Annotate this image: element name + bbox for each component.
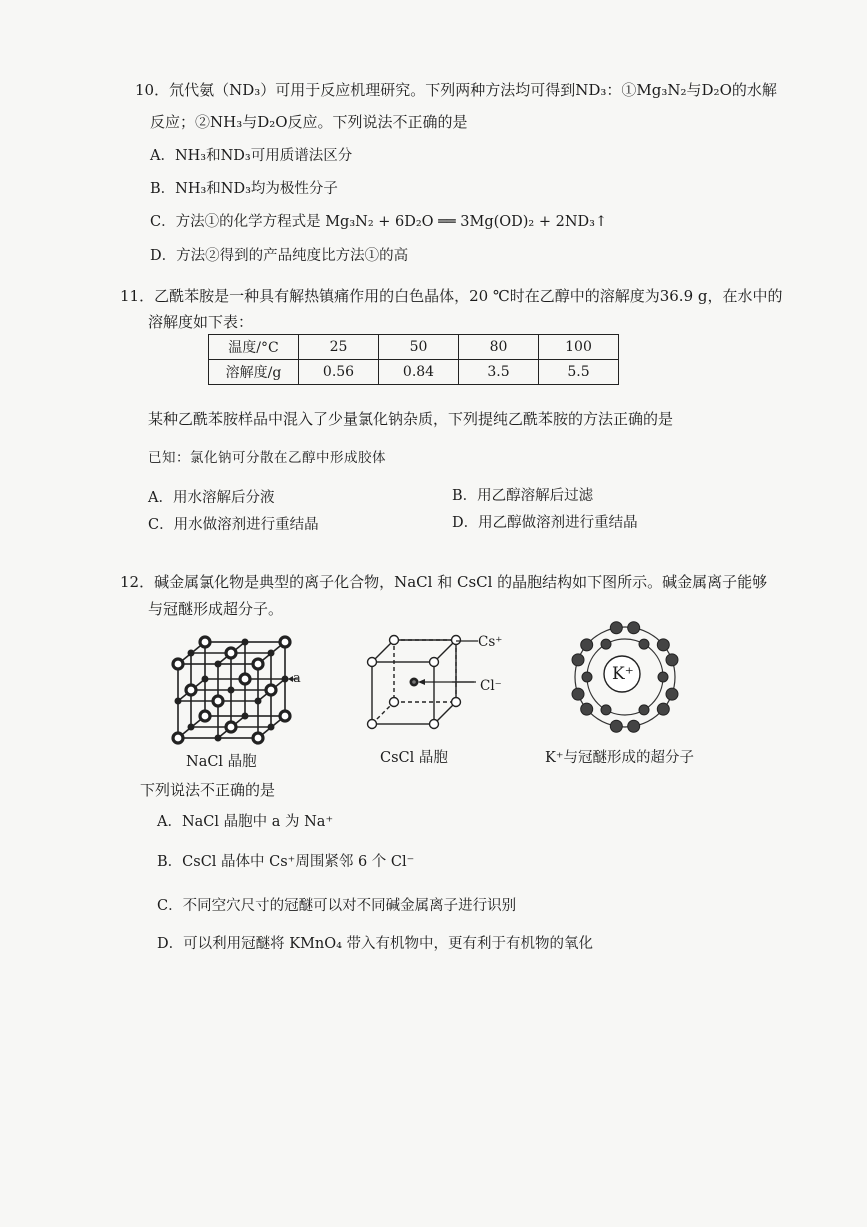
q11-known-note: 已知：氯化钠可分散在乙醇中形成胶体 bbox=[148, 450, 386, 466]
q11-option-d: D．用乙醇做溶剂进行重结晶 bbox=[452, 515, 638, 531]
q10-option-d: D．方法②得到的产品纯度比方法①的高 bbox=[150, 248, 409, 264]
crown-atom bbox=[639, 639, 649, 649]
table-cell: 0.56 bbox=[299, 360, 379, 385]
cscl-cl-label: Cl⁻ bbox=[480, 678, 502, 694]
crown-atom bbox=[666, 654, 678, 666]
table-cell: 50 bbox=[379, 335, 459, 360]
nacl-label-a: a bbox=[293, 671, 301, 686]
crown-atom bbox=[582, 672, 592, 682]
q12-stem-line1: 12．碱金属氯化物是典型的离子化合物，NaCl 和 CsCl 的晶胞结构如下图所示。碱金属离子能够 bbox=[120, 573, 768, 591]
crown-atom bbox=[610, 622, 622, 634]
crown-atom bbox=[581, 639, 593, 651]
q10-stem-line1: 10．氘代氨（ND₃）可用于反应机理研究。下列两种方法均可得到ND₃：①Mg₃N₂与D₂O的水解 bbox=[135, 81, 777, 99]
table-cell: 3.5 bbox=[459, 360, 539, 385]
q12-option-b: B．CsCl 晶体中 Cs⁺周围紧邻 6 个 Cl⁻ bbox=[157, 854, 415, 870]
crown-atom bbox=[601, 705, 611, 715]
q11-question: 某种乙酰苯胺样品中混入了少量氯化钠杂质，下列提纯乙酰苯胺的方法正确的是 bbox=[148, 410, 674, 428]
table-cell: 温度/°C bbox=[209, 335, 299, 360]
crown-atom bbox=[666, 688, 678, 700]
cscl-cs-label: Cs⁺ bbox=[478, 634, 503, 650]
crown-atom bbox=[657, 639, 669, 651]
crown-atom bbox=[628, 720, 640, 732]
q12-option-d: D．可以利用冠醚将 KMnO₄ 带入有机物中，更有利于有机物的氧化 bbox=[157, 936, 594, 952]
crown-atom bbox=[639, 705, 649, 715]
crown-atom bbox=[581, 703, 593, 715]
crown-atom bbox=[572, 688, 584, 700]
cscl-cl-arrow bbox=[418, 678, 478, 688]
q11-option-b: B．用乙醇溶解后过滤 bbox=[452, 488, 594, 504]
crown-k-label: K⁺ bbox=[612, 664, 634, 684]
q12-stem-line2: 与冠醚形成超分子。 bbox=[148, 600, 284, 618]
nacl-caption: NaCl 晶胞 bbox=[186, 754, 257, 770]
crown-atom bbox=[657, 703, 669, 715]
solubility-table bbox=[208, 334, 619, 385]
table-cell: 0.84 bbox=[379, 360, 459, 385]
table-row bbox=[209, 335, 619, 360]
cscl-caption: CsCl 晶胞 bbox=[380, 750, 448, 766]
table-row bbox=[209, 360, 619, 385]
table-cell: 5.5 bbox=[539, 360, 619, 385]
q10-stem-line2: 反应；②NH₃与D₂O反应。下列说法不正确的是 bbox=[150, 113, 468, 131]
nacl-unit-cell-figure bbox=[160, 632, 310, 747]
q11-option-a: A．用水溶解后分液 bbox=[148, 490, 275, 506]
q11-stem-line1: 11．乙酰苯胺是一种具有解热镇痛作用的白色晶体，20 ℃时在乙醇中的溶解度为36.9 g，在水中的 bbox=[120, 287, 783, 305]
crown-atom bbox=[601, 639, 611, 649]
crown-atom bbox=[658, 672, 668, 682]
q12-option-c: C．不同空穴尺寸的冠醚可以对不同碱金属离子进行识别 bbox=[157, 898, 517, 914]
table-cell: 100 bbox=[539, 335, 619, 360]
q12-question: 下列说法不正确的是 bbox=[140, 781, 276, 799]
q10-option-a: A．NH₃和ND₃可用质谱法区分 bbox=[150, 148, 353, 164]
q12-option-a: A．NaCl 晶胞中 a 为 Na⁺ bbox=[157, 814, 334, 830]
q10-option-c: C．方法①的化学方程式是 Mg₃N₂ + 6D₂O ══ 3Mg(OD)₂ + 2ND₃↑ bbox=[150, 214, 608, 230]
q10-option-b: B．NH₃和ND₃均为极性分子 bbox=[150, 181, 338, 197]
crown-atom bbox=[572, 654, 584, 666]
table-cell: 25 bbox=[299, 335, 379, 360]
q11-option-c: C．用水做溶剂进行重结晶 bbox=[148, 517, 319, 533]
table-cell: 80 bbox=[459, 335, 539, 360]
crown-atom bbox=[628, 622, 640, 634]
table-cell: 溶解度/g bbox=[209, 360, 299, 385]
crown-atom bbox=[610, 720, 622, 732]
crown-caption: K⁺与冠醚形成的超分子 bbox=[545, 750, 694, 766]
q11-stem-line2: 溶解度如下表： bbox=[148, 313, 254, 331]
